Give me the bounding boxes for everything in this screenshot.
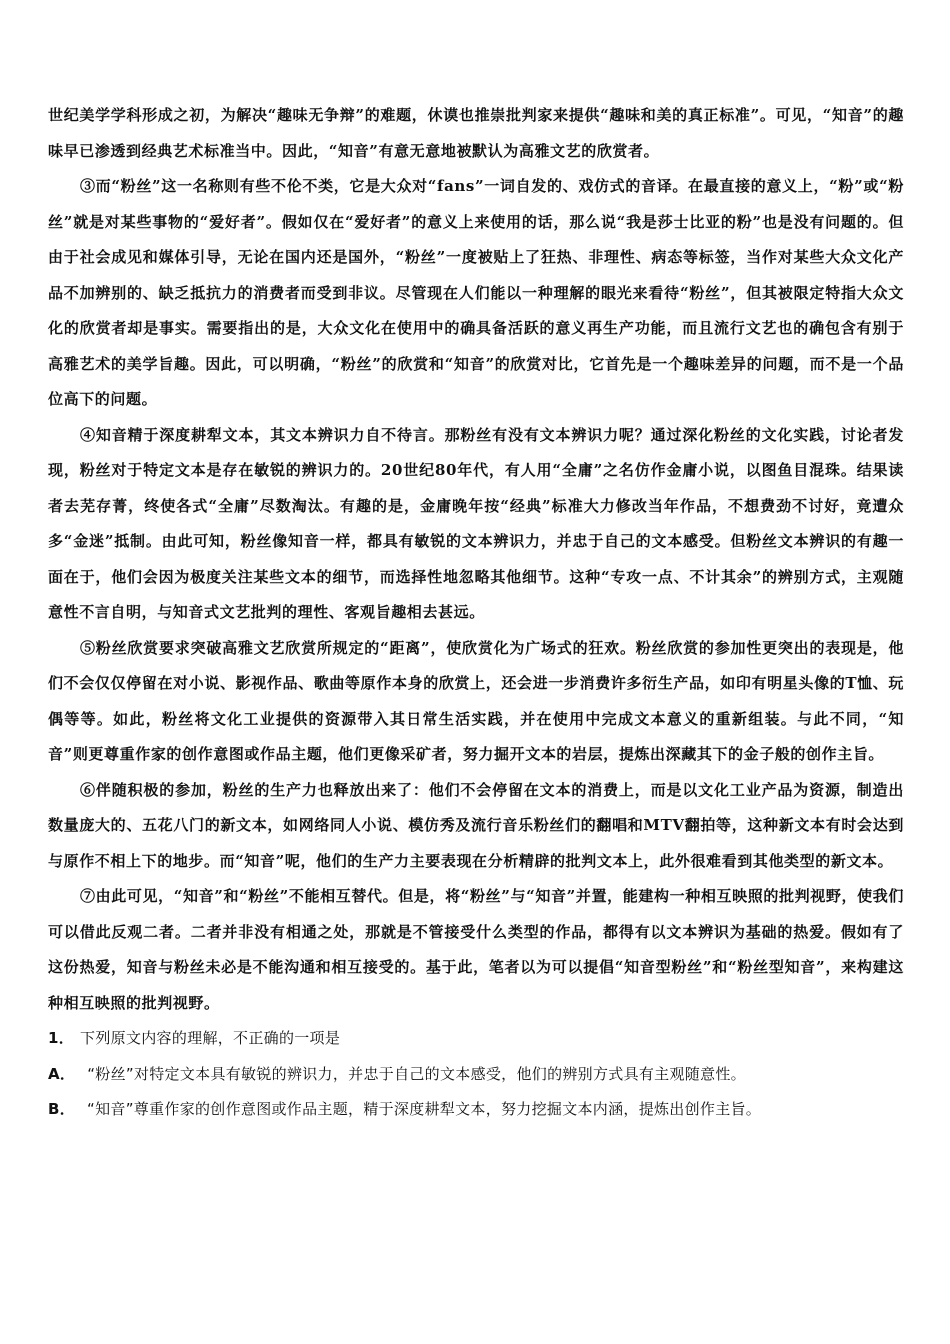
passage-paragraph-7: ⑦由此可见，“知音”和“粉丝”不能相互替代。但是，将“粉丝”与“知音”并置，能建构一种相互映照的批判视野，使我们可以借此反观二者。二者并非没有相通之处，那就是不管接受什么类型的作品，都得有以文本辨识为基础的热爱。假如有了这份热爱，知音与粉丝未必是不能沟通和相互接受的。基于此，笔者以为可以提倡“知音型粉丝”和“粉丝型知音”，来构建这种相互映照的批判视野。 bbox=[48, 887, 904, 1012]
option-a bbox=[48, 1057, 904, 1093]
option-a-text: “粉丝”对特定文本具有敏锐的辨识力，并忠于自己的文本感受，他们的辨别方式具有主观随意性。 bbox=[87, 1064, 746, 1083]
question-stem bbox=[48, 1021, 904, 1057]
option-b-text: “知音”尊重作家的创作意图或作品主题，精于深度耕犁文本，努力挖掘文本内涵，提炼出创作主旨。 bbox=[87, 1100, 762, 1118]
passage-paragraph-5: ⑤粉丝欣赏要求突破高雅文艺欣赏所规定的“距离”，使欣赏化为广场式的狂欢。粉丝欣赏的参加性更突出的表现是，他们不会仅仅停留在对小说、影视作品、歌曲等原作本身的欣赏上，还会进一步消费许多衍生产品，如印有明星头像的T恤、玩偶等等。如此，粉丝将文化工业提供的资源带入其日常生活实践，并在使用中完成文本意义的重新组装。与此不同，“知音”则更尊重作家的创作意图或作品主题，他们更像采矿者，努力掘开文本的岩层，提炼出深藏其下的金子般的创作主旨。 bbox=[48, 638, 904, 763]
question-block bbox=[48, 1021, 904, 1128]
document-page bbox=[48, 98, 904, 1128]
passage-paragraph-continuation: 世纪美学学科形成之初，为解决“趣味无争辩”的难题，休谟也推崇批判家来提供“趣味和美的真正标准”。可见，“知音”的趣味早已渗透到经典艺术标准当中。因此，“知音”有意无意地被默认为高雅文艺的欣赏者。 bbox=[48, 106, 904, 160]
passage-paragraph-3: ③而“粉丝”这一名称则有些不伦不类，它是大众对“fans”一词自发的、戏仿式的音译。在最直接的意义上，“粉”或“粉丝”就是对某些事物的“爱好者”。假如仅在“爱好者”的意义上来使用的话，那么说“我是莎士比亚的粉”也是没有问题的。但由于社会成见和媒体引导，无论在国内还是国外，“粉丝”一度被贴上了狂热、非理性、病态等标签，当作对某些大众文化产品不加辨别的、缺乏抵抗力的消费者而受到非议。尽管现在人们能以一种理解的眼光来看待“粉丝”，但其被限定特指大众文化的欣赏者却是事实。需要指出的是，大众文化在使用中的确具备活跃的意义再生产功能，而且流行文艺也的确包含有别于高雅艺术的美学旨趣。因此，可以明确，“粉丝”的欣赏和“知音”的欣赏对比，它首先是一个趣味差异的问题，而不是一个品位高下的问题。 bbox=[48, 177, 904, 408]
question-number: 1． bbox=[48, 1029, 75, 1047]
passage-paragraph-6: ⑥伴随积极的参加，粉丝的生产力也释放出来了：他们不会停留在文本的消费上，而是以文化工业产品为资源，制造出数量庞大的、五花八门的新文本，如网络同人小说、模仿秀及流行音乐粉丝们的翻唱和MTV翻拍等，这种新文本有时会达到与原作不相上下的地步。而“知音”呢，他们的生产力主要表现在分析精辟的批判文本上，此外很难看到其他类型的新文本。 bbox=[48, 780, 904, 870]
option-b bbox=[48, 1092, 904, 1128]
option-a-letter: A． bbox=[48, 1064, 76, 1083]
option-b-letter: B． bbox=[48, 1100, 76, 1118]
passage-paragraph-4: ④知音精于深度耕犁文本，其文本辨识力自不待言。那粉丝有没有文本辨识力呢？通过深化粉丝的文化实践，讨论者发现，粉丝对于特定文本是存在敏锐的辨识力的。20世纪80年代，有人用“全庸”之名仿作金庸小说，以图鱼目混珠。结果读者去芜存菁，终使各式“全庸”尽数淘汰。有趣的是，金庸晚年按“经典”标准大力修改当年作品，不想费劲不讨好，竟遭众多“金迷”抵制。由此可知，粉丝像知音一样，都具有敏锐的文本辨识力，并忠于自己的文本感受。但粉丝文本辨识的有趣一面在于，他们会因为极度关注某些文本的细节，而选择性地忽略其他细节。这种“专攻一点、不计其余”的辨别方式，主观随意性不言自明，与知音式文艺批判的理性、客观旨趣相去甚远。 bbox=[48, 425, 904, 621]
question-text: 下列原文内容的理解，不正确的一项是 bbox=[80, 1029, 341, 1047]
